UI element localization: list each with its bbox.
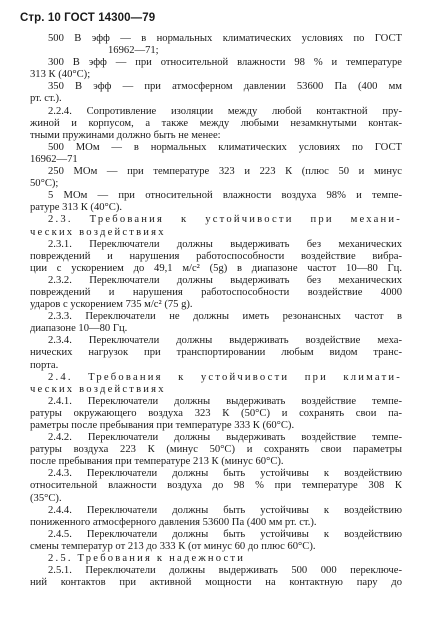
text-line: 500 В эфф — в нормальных климатических условиях по ГОСТ xyxy=(48,33,402,44)
text-line: относительной влажности воздуха до 98 % при температуре 308 К xyxy=(30,480,402,492)
text-line: ческих воздействиях xyxy=(30,383,166,395)
text-line: жиной и корпусом, а также между любыми незамкнутыми контак- xyxy=(30,117,402,129)
document-body xyxy=(30,33,402,589)
text-line: 16962—71; xyxy=(108,45,159,57)
text-line: диапазоне 10—80 Гц. xyxy=(30,323,128,335)
text-line: 2.3.2. Переключатели должны выдерживать без механических xyxy=(48,274,402,286)
text-line: 50°С); xyxy=(30,178,59,190)
text-line: ударов с ускорением 735 м/с² (75 g). xyxy=(30,299,193,311)
text-line: 250 МОм — при температуре 323 и 223 К (плюс 50 и минус xyxy=(48,166,402,178)
text-line: повреждений и нарушения работоспособности воздействие 4000 xyxy=(30,286,402,298)
text-line: ции с ускорением до 49,1 м/с² (5g) в диапазоне частот 10—80 Гц. xyxy=(30,262,402,274)
text-line: 2.5. Требования к надежности xyxy=(48,553,246,565)
text-line: порта. xyxy=(30,359,59,371)
text-line: нических нагрузок при транспортировании любым видом транс- xyxy=(30,347,402,359)
text-line: ратуре 313 К (40°С). xyxy=(30,202,123,214)
text-line: (35°С). xyxy=(30,492,62,504)
text-line: 313 К (40°С); xyxy=(30,69,91,81)
text-line: повреждений и нарушения работоспособности воздействие вибра- xyxy=(30,250,402,262)
text-line: 2.4.1. Переключатели должны выдерживать воздействие темпе- xyxy=(48,395,402,407)
text-line: 500 МОм — в нормальных климатических условиях по ГОСТ xyxy=(48,141,402,153)
text-line: 2.4.5. Переключатели должны быть устойчивы к воздействию xyxy=(48,528,402,540)
page-header: Стр. 10 ГОСТ 14300—79 xyxy=(20,12,156,24)
text-line: 2.2.4. Сопротивление изоляции между любой контактной пру- xyxy=(48,105,402,117)
text-line: ческих воздействиях xyxy=(30,226,166,238)
text-line: раметры после пребывания при температуре 333 К (60°С). xyxy=(30,420,295,431)
text-line: 5 МОм — при относительной влажности воздуха 98% и темпе- xyxy=(48,190,402,202)
text-line: 2.5.1. Переключатели должны выдерживать 500 000 переключе- xyxy=(48,565,402,577)
text-line: смены температур от 213 до 333 К (от минус 60 до плюс 60°С). xyxy=(30,540,316,552)
text-line: 16962—71 xyxy=(30,153,78,165)
text-line: 2.4. Требования к устойчивости при климати- xyxy=(48,371,402,383)
text-line: 2.4.4. Переключатели должны быть устойчивы к воздействию xyxy=(48,504,402,516)
text-line: 350 В эфф — при атмосферном давлении 53600 Па (400 мм xyxy=(48,81,402,93)
text-line: ний контактов при активной мощности на контактную пару до xyxy=(30,577,402,589)
text-line: ратуры окружающего воздуха 323 К (50°С) и сохранять свои па- xyxy=(30,407,402,419)
text-line: 2.4.2. Переключатели должны выдерживать воздействие темпе- xyxy=(48,432,402,444)
text-line: пониженного атмосферного давления 53600 Па (400 мм рт. ст.). xyxy=(30,516,317,528)
text-line: 2.4.3. Переключатели должны быть устойчивы к воздействию xyxy=(48,468,402,480)
text-line: 2.3. Требования к устойчивости при механи- xyxy=(48,214,402,226)
text-line: ратуры воздуха 223 К (минус 50°С) и сохранять свои параметры xyxy=(30,444,402,456)
text-line: после пребывания при температуре 213 К (минус 60°С). xyxy=(30,456,284,468)
text-line: 300 В эфф — при относительной влажности 98 % и температуре xyxy=(48,57,402,69)
text-line: 2.3.3. Переключатели не должны иметь резонансных частот в xyxy=(48,311,402,323)
text-line: 2.3.4. Переключатели должны выдерживать воздействие меха- xyxy=(48,335,402,347)
text-line: 2.3.1. Переключатели должны выдерживать без механических xyxy=(48,238,402,250)
text-line: рт. ст.). xyxy=(30,93,62,105)
text-line: тными пружинами должно быть не менее: xyxy=(30,129,221,141)
